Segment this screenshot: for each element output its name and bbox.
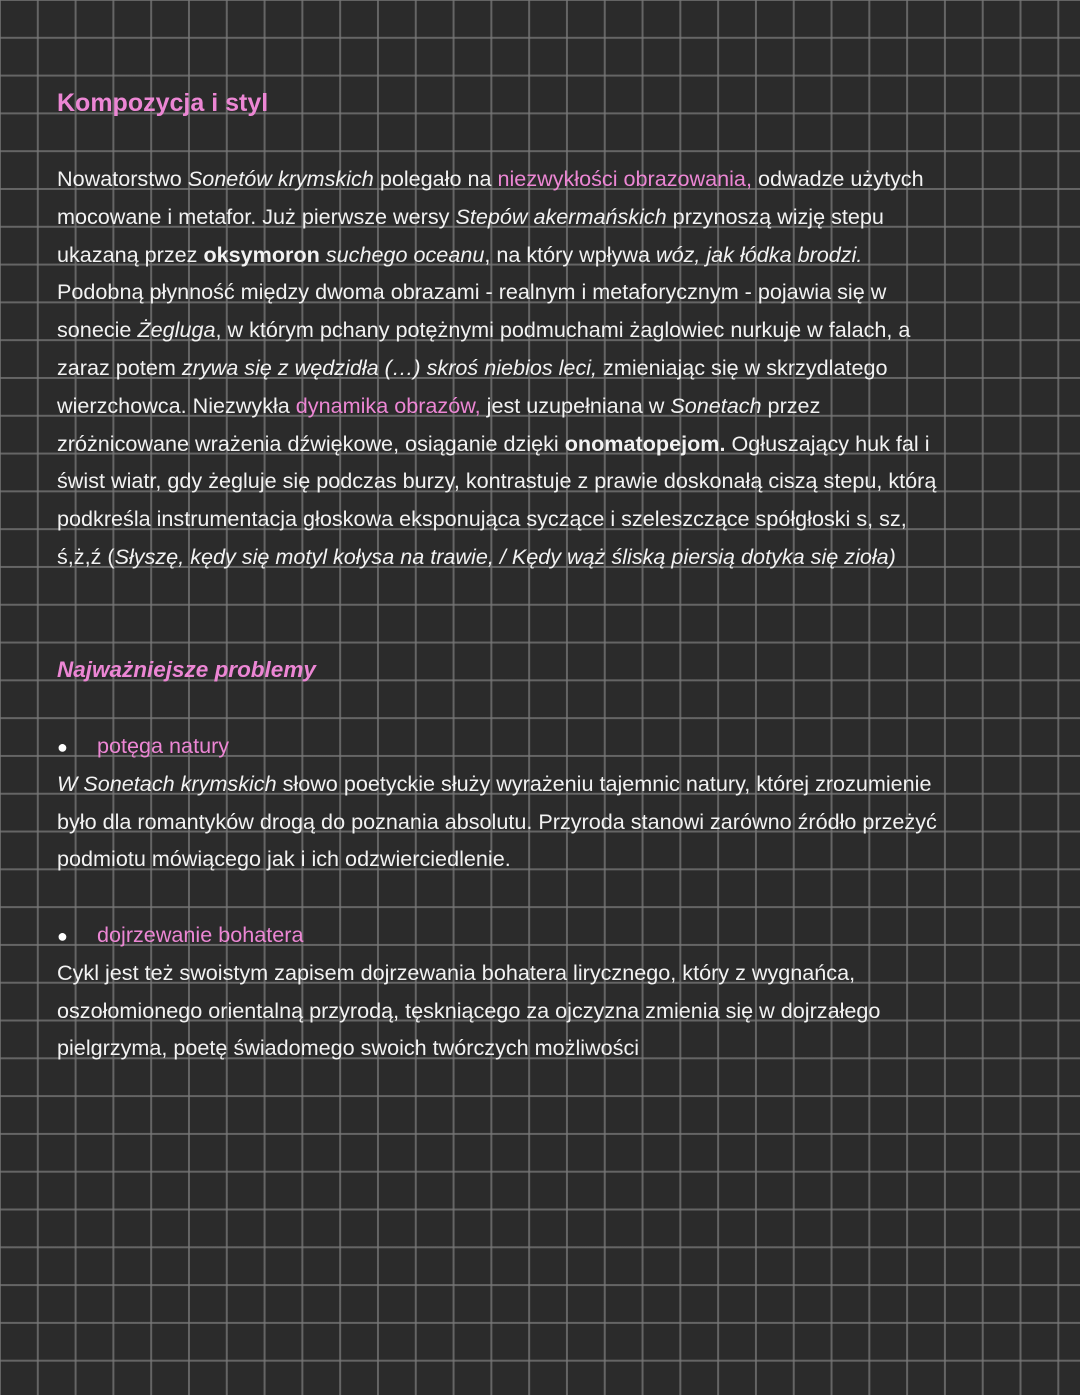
- paragraph-line: [57, 311, 1057, 349]
- text-run: zróżnicowane wrażenia dźwiękowe, osiąganie dzięki: [57, 430, 565, 456]
- paragraph-line: [57, 236, 1057, 274]
- italic-text: Sonetów krymskich: [187, 166, 374, 192]
- paragraph-line: [57, 538, 1057, 576]
- problem-line: [57, 954, 1057, 992]
- text-run: Podobną płynność między dwoma obrazami - realnym i metaforycznym - pojawia się w: [57, 279, 887, 305]
- highlight-text: dynamika obrazów,: [295, 392, 481, 418]
- text-run: , na który wpływa: [484, 241, 656, 267]
- heading-kompozycja-i-styl: Kompozycja i styl: [57, 88, 269, 117]
- italic-text: W Sonetach krymskich: [57, 770, 277, 796]
- section-heading: [57, 85, 1057, 123]
- italic-text: suchego oceanu: [325, 241, 485, 267]
- bullet-title: potęga natury: [97, 733, 230, 759]
- text-run: świst wiatr, gdy żegluje się podczas burzy, kontrastuje z prawie doskonałą ciszą stepu, którą: [57, 468, 937, 494]
- section-heading: [57, 651, 1057, 689]
- text-run: Cykl jest też swoistym zapisem dojrzewania bohatera lirycznego, który z wygnańca,: [57, 959, 856, 985]
- text-run: pielgrzyma, poetę świadomego swoich twórczych możliwości: [57, 1035, 640, 1061]
- text-run: mocowane i metafor. Już pierwsze wersy: [57, 203, 456, 229]
- bold-text: onomatopejom.: [564, 430, 726, 456]
- blank-line: [57, 614, 1057, 652]
- italic-text: Sonetach: [670, 392, 762, 418]
- italic-text: Żegluga: [137, 317, 216, 343]
- paragraph-line: [57, 160, 1057, 198]
- text-run: zaraz potem: [57, 355, 182, 381]
- problem-line: [57, 1029, 1057, 1067]
- paragraph-line: [57, 273, 1057, 311]
- italic-text: zrywa się z wędzidła (…) skroś niebios leci,: [181, 355, 598, 381]
- text-run: było dla romantyków drogą do poznania absolutu. Przyroda stanowi zarówno źródło przeżyć: [57, 808, 937, 834]
- text-run: przynoszą wizję stepu: [666, 203, 884, 229]
- bullet-icon: ●: [57, 737, 68, 758]
- blank-line: [57, 689, 1057, 727]
- text-run: zmieniając się w skrzydlatego: [597, 355, 888, 381]
- problem-line: [57, 992, 1057, 1030]
- italic-text: Stepów akermańskich: [455, 203, 667, 229]
- blank-line: [57, 576, 1057, 614]
- text-run: podmiotu mówiącego jak i ich odzwierciedlenie.: [57, 846, 511, 872]
- bullet-item: [57, 916, 1057, 954]
- italic-text: wóz, jak łódka brodzi.: [655, 241, 863, 267]
- text-run: sonecie: [57, 317, 138, 343]
- problem-line: [57, 840, 1057, 878]
- text-run: wierzchowca. Niezwykła: [57, 392, 296, 418]
- heading-najwazniejsze-problemy: Najważniejsze problemy: [57, 657, 316, 683]
- paragraph-line: [57, 462, 1057, 500]
- bold-text: oksymoron: [203, 241, 320, 267]
- text-run: ukazaną przez: [57, 241, 204, 267]
- text-run: ś,ż,ź (: [57, 544, 115, 570]
- paragraph-line: [57, 425, 1057, 463]
- text-run: słowo poetyckie służy wyrażeniu tajemnic natury, której zrozumienie: [276, 770, 932, 796]
- paragraph-line: [57, 349, 1057, 387]
- blank-line: [57, 878, 1057, 916]
- text-run: oszołomionego orientalną przyrodą, tęskniącego za ojczyzna zmienia się w dojrzałego: [57, 997, 881, 1023]
- text-run: Ogłuszający huk fal i: [725, 430, 930, 456]
- paragraph-line: [57, 387, 1057, 425]
- bullet-title: dojrzewanie bohatera: [97, 922, 304, 948]
- text-run: odwadze użytych: [751, 166, 924, 192]
- text-run: Nowatorstwo: [57, 166, 188, 192]
- blank-line: [57, 122, 1057, 160]
- text-run: , w którym pchany potężnymi podmuchami żaglowiec nurkuje w falach, a: [215, 317, 911, 343]
- document: [57, 85, 1057, 1068]
- text-run: jest uzupełniana w: [480, 392, 671, 418]
- italic-text: Słyszę, kędy się motyl kołysa na trawie, / Kędy wąż śliską piersią dotyka się zioła): [114, 544, 896, 570]
- text-run: polegało na: [373, 166, 498, 192]
- problem-line: [57, 803, 1057, 841]
- bullet-icon: ●: [57, 926, 68, 947]
- text-run: przez: [761, 392, 821, 418]
- paragraph-line: [57, 198, 1057, 236]
- text-run: podkreśla instrumentacja głoskowa eksponująca syczące i szeleszczące spółgłoski s, sz,: [57, 506, 907, 532]
- problem-line: [57, 765, 1057, 803]
- bullet-item: [57, 727, 1057, 765]
- highlight-text: niezwykłości obrazowania,: [497, 166, 752, 192]
- paragraph-line: [57, 500, 1057, 538]
